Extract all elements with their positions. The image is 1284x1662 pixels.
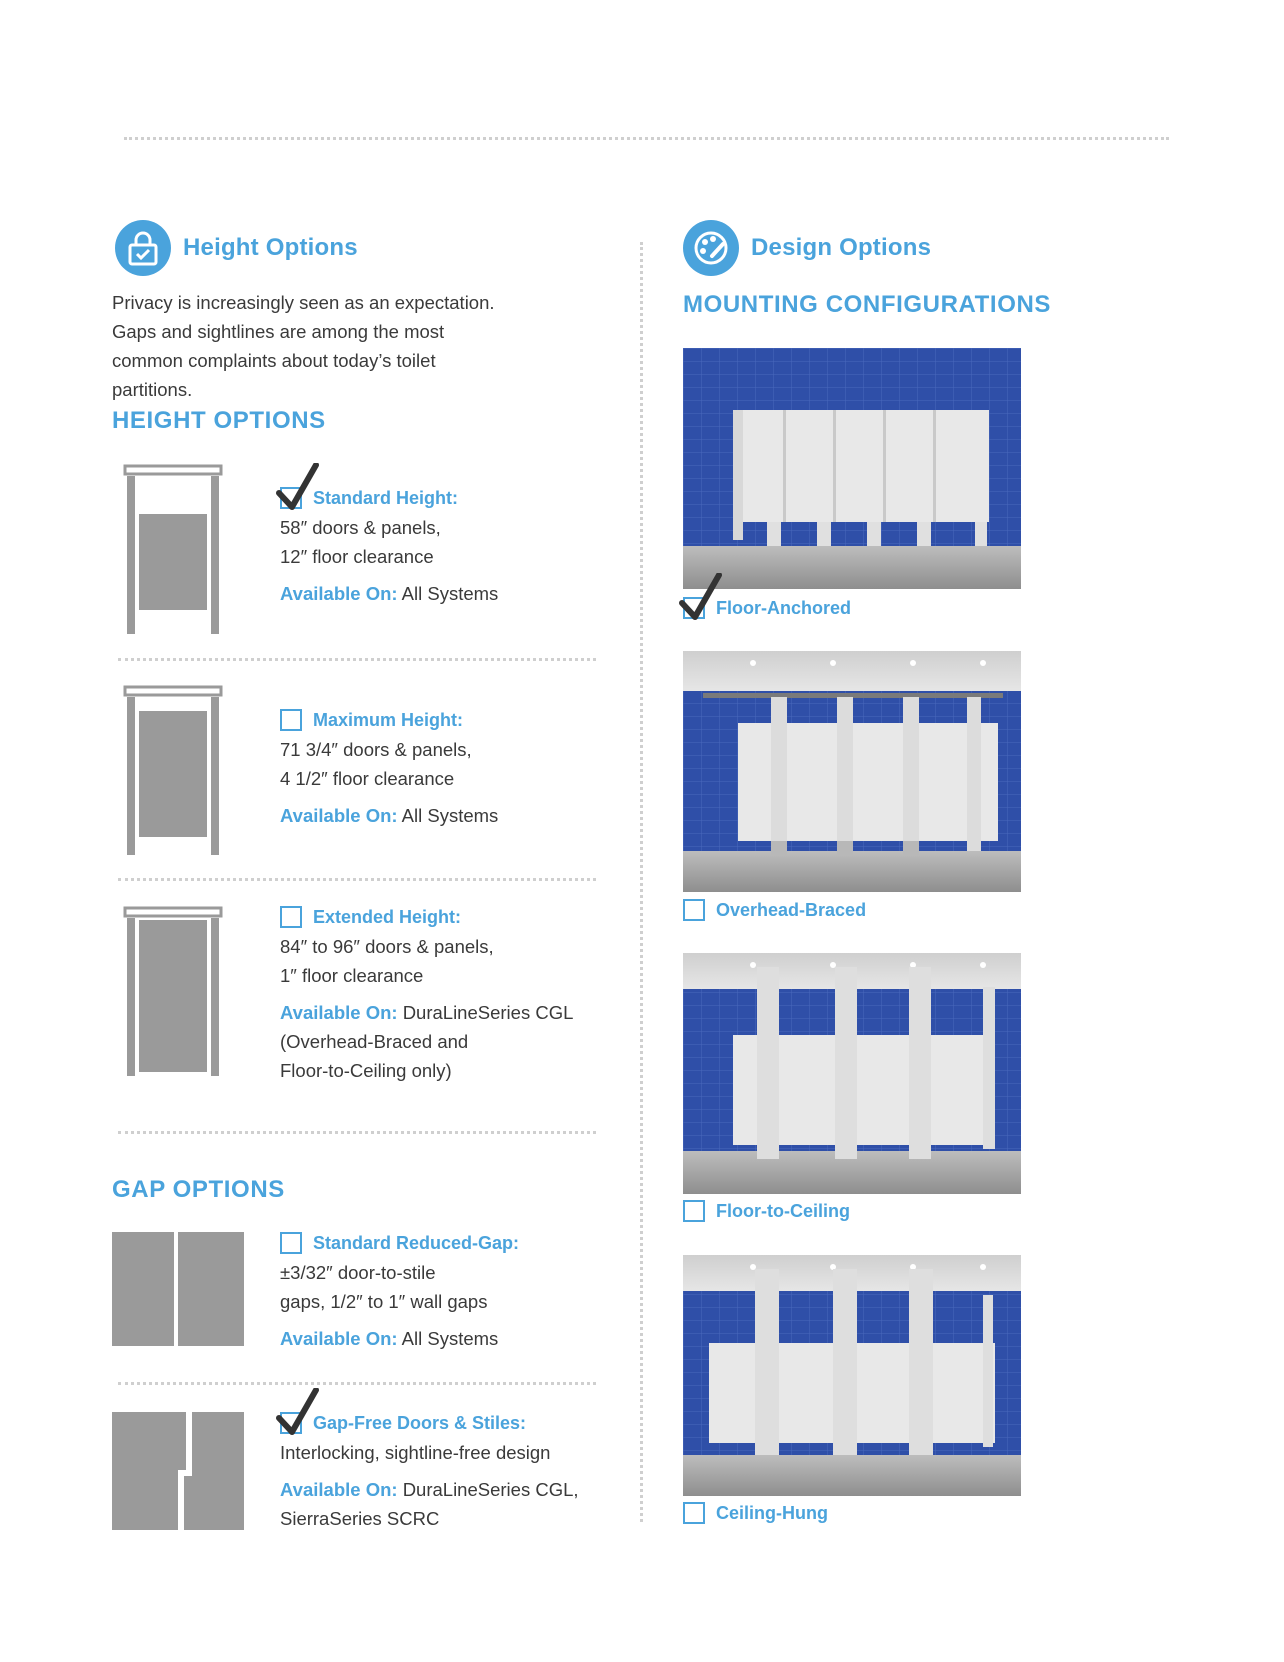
ceiling-hung-checkbox[interactable]: [683, 1502, 705, 1524]
availability: [280, 1324, 620, 1353]
option-line: 1″ floor clearance: [280, 965, 424, 986]
availability-label: Available On:: [280, 1479, 398, 1500]
design-options-header: [683, 220, 931, 276]
availability-value: DuraLineSeries CGL: [402, 1002, 574, 1023]
option-line: ±3/32″ door-to-stile: [280, 1262, 436, 1283]
standard-reduced-gap-option[interactable]: [280, 1232, 620, 1353]
availability-label: Available On:: [280, 805, 398, 826]
divider: [118, 658, 596, 661]
reduced-gap-checkbox[interactable]: [280, 1232, 302, 1254]
option-line: 4 1/2″ floor clearance: [280, 768, 455, 789]
availability: [280, 1475, 630, 1504]
floor-anchored-photo: [683, 348, 1021, 589]
checkmark-icon: [276, 463, 322, 513]
height-options-header: [115, 220, 358, 276]
divider: [118, 878, 596, 881]
standard-height-checkbox[interactable]: [280, 487, 302, 509]
standard-height-diagram: [122, 464, 224, 636]
availability-label: Available On:: [280, 1002, 398, 1023]
option-line: Interlocking, sightline-free design: [280, 1442, 551, 1463]
intro-line: partitions.: [112, 379, 193, 400]
top-divider: [124, 137, 1169, 140]
config-label: Floor-Anchored: [716, 597, 851, 618]
height-options-heading: HEIGHT OPTIONS: [112, 407, 326, 434]
config-label: Ceiling-Hung: [716, 1502, 828, 1523]
gap-free-checkbox[interactable]: [280, 1412, 302, 1434]
availability-label: Available On:: [280, 1328, 398, 1349]
checkmark-icon: [679, 573, 725, 623]
gap-free-diagram: [112, 1412, 244, 1530]
extended-height-diagram: [122, 906, 224, 1078]
overhead-braced-option[interactable]: [683, 899, 866, 921]
option-line: 12″ floor clearance: [280, 546, 434, 567]
gap-free-option[interactable]: [280, 1412, 630, 1533]
extended-height-option[interactable]: [280, 906, 620, 1085]
config-label: Floor-to-Ceiling: [716, 1200, 850, 1221]
ceiling-hung-photo: [683, 1255, 1021, 1496]
option-title: Extended Height:: [313, 906, 462, 927]
overhead-braced-photo: [683, 651, 1021, 892]
availability-value: All Systems: [401, 1328, 499, 1349]
option-line: 58″ doors & panels,: [280, 517, 441, 538]
availability-line: SierraSeries SCRC: [280, 1508, 440, 1529]
floor-anchored-option[interactable]: [683, 597, 851, 619]
availability: [280, 801, 610, 830]
divider: [118, 1382, 596, 1385]
option-line: gaps, 1/2″ to 1″ wall gaps: [280, 1291, 488, 1312]
availability-value: DuraLineSeries CGL,: [402, 1479, 579, 1500]
availability-value: All Systems: [401, 805, 499, 826]
floor-to-ceiling-option[interactable]: [683, 1200, 850, 1222]
floor-anchored-checkbox[interactable]: [683, 597, 705, 619]
maximum-height-option[interactable]: [280, 709, 610, 830]
availability-line: (Overhead-Braced and: [280, 1031, 469, 1052]
availability-line: Floor-to-Ceiling only): [280, 1060, 452, 1081]
availability: [280, 998, 620, 1027]
option-title: Maximum Height:: [313, 709, 464, 730]
option-line: 84″ to 96″ doors & panels,: [280, 936, 494, 957]
intro-line: common complaints about today’s toilet: [112, 350, 436, 371]
intro-line: Privacy is increasingly seen as an expectation.: [112, 292, 495, 313]
reduced-gap-diagram: [112, 1232, 244, 1346]
availability: [280, 579, 610, 608]
intro-paragraph: [112, 288, 562, 404]
maximum-height-diagram: [122, 685, 224, 857]
lock-check-icon: [115, 220, 171, 276]
option-title: Standard Reduced-Gap:: [313, 1232, 520, 1253]
divider: [118, 1131, 596, 1134]
standard-height-option[interactable]: [280, 487, 610, 608]
height-options-title: Height Options: [183, 234, 358, 261]
maximum-height-checkbox[interactable]: [280, 709, 302, 731]
design-options-title: Design Options: [751, 234, 932, 261]
availability-value: All Systems: [401, 583, 499, 604]
palette-icon: [683, 220, 739, 276]
floor-to-ceiling-checkbox[interactable]: [683, 1200, 705, 1222]
ceiling-hung-option[interactable]: [683, 1502, 828, 1524]
column-divider: [640, 242, 643, 1522]
mounting-configurations-heading: MOUNTING CONFIGURATIONS: [683, 291, 1051, 318]
checkmark-icon: [276, 1388, 322, 1438]
option-line: 71 3/4″ doors & panels,: [280, 739, 472, 760]
option-title: Standard Height:: [313, 487, 459, 508]
option-title: Gap-Free Doors & Stiles:: [313, 1412, 527, 1433]
config-label: Overhead-Braced: [716, 899, 867, 920]
availability-label: Available On:: [280, 583, 398, 604]
gap-options-heading: GAP OPTIONS: [112, 1176, 285, 1203]
extended-height-checkbox[interactable]: [280, 906, 302, 928]
overhead-braced-checkbox[interactable]: [683, 899, 705, 921]
floor-to-ceiling-photo: [683, 953, 1021, 1194]
intro-line: Gaps and sightlines are among the most: [112, 321, 445, 342]
